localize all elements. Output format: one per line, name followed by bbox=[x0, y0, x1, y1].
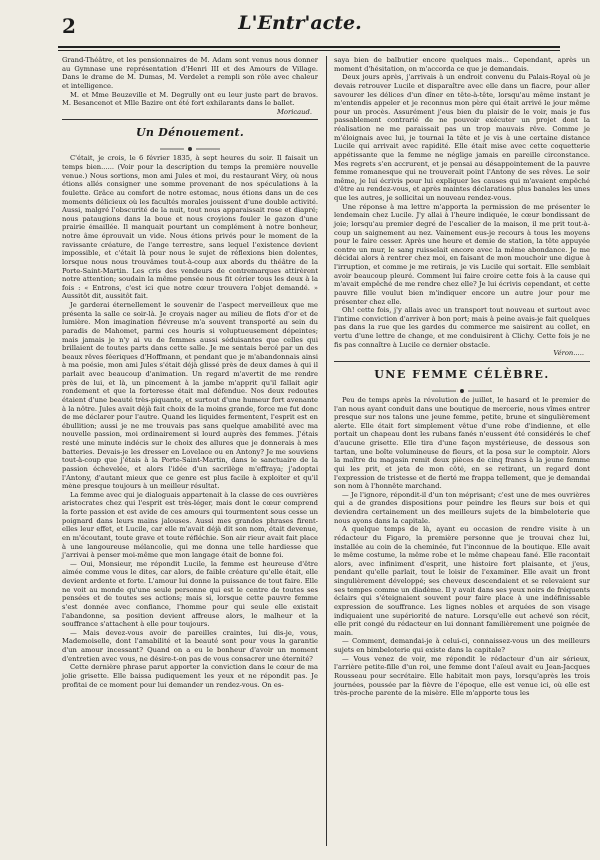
author-signature: Véron..... bbox=[553, 349, 584, 358]
section-title: Un Dénouement. bbox=[135, 126, 245, 140]
article-paragraph: C'était, je crois, le 6 février 1835, à sept heures du soir. Il faisait un temps bien...... (Voir pour la description du temps la première nouvelle venue.) Nous sortions, mon ami Jules et moi, du restaurant Véry, où nous étions allés consigner une somme provenant de nos spéculations à la foulette. Grâce au comfort de notre estomac, nous étions dans un de ces moments délicieux où les facultés morales jouissent d'une double activité. Aussi, malgré l'obscurité de la nuit, tout nous apparaissait rose et diapré; nous pataugions dans la boue et nous croyions fouler le gazon d'une prairie émaillée. Il manquait pourtant un complément à notre bonheur, notre âme éprouvait un vide. Nous étions privés pour le moment de la ravissante créature, de l'ange terrestre, sans lequel l'existence devient impossible, et c'était là pour nous le sujet de réflexions bien dolentes, lorsque nous nous trouvâmes tout-à-coup aux abords du théâtre de la Porte-Saint-Martin. Les cris des vendeurs de contremarques attirèrent notre attention; soudain la même pensée nous fit cérier tous les deux à la fois : « Entrons, c'est ici que notre cœur trouvera l'objet demandé. » Aussitôt dit, aussitôt fait. bbox=[62, 154, 318, 301]
header-rule-thin bbox=[58, 50, 560, 51]
column-divider bbox=[326, 56, 327, 846]
page-header bbox=[0, 0, 600, 44]
article-paragraph: — Mais devez-vous avoir de pareilles craintes, lui dis-je, vous, Mademoiselle, dont l'amabilité et la beauté sont pour vous la garantie d'un amour incessant? Quand on a eu le bonheur d'avoir un moment d'entretien avec vous, ne désire-t-on pas de vous consacrer une éternité? bbox=[62, 628, 318, 663]
article-paragraph: Deux jours après, j'arrivais à un endroit convenu du Palais-Royal où je devais retrouver Lucile et disparaître avec elle dans un fiacre, pour aller savourer les délices d'un dîner en tête-à-tête, lorsqu'au même instant je m'entendis appeler et je reconnus mon père qui était arrivé le jour même pour un procès. Assurément j'eus bien du plaisir de le voir, mais je fus passablement contrarié de ne pouvoir exécuter un projet dont la réalisation ne me paraissait pas un trop mauvais rêve. Comme je m'éloignais avec lui, je tournai la tête et je vis à une certaine distance Lucile qui arrivait avec rapidité. Elle était mise avec cette coquetterie appétissante que la femme ne néglige jamais en pareille circonstance. Mes regrets s'en accrurent, et je pensai au désappointement de la pauvre femme romanesque qui ne trouverait point l'Antony de ses rêves. Le soir même, je lui écrivis pour lui expliquer les causes qui m'avaient empêché d'être au rendez-vous, et après maintes déclarations plus banales les unes que les autres, je sollicitai un nouveau rendez-vous. bbox=[334, 73, 590, 202]
article-paragraph: — Vous venez de voir, me répondit le rédacteur d'un air sérieux, l'arrière petite-fille d'un roi, une femme dont l'aïeul avait eu Jean-Jacques Rousseau pour secrétaire. Elle habitait mon pays, lorsqu'après les trois journées, poussée par la fièvre de l'époque, elle est venue ici, où elle est très-proche parente de la misère. Elle m'apporte tous les bbox=[334, 654, 590, 698]
ornament-divider bbox=[160, 146, 220, 152]
article-paragraph: — Comment, demandai-je à celui-ci, connaissez-vous un des meilleurs sujets en bimbeloterie qui existe dans la capitale? bbox=[334, 637, 590, 654]
article-paragraph: Peu de temps après la révolution de juillet, le hasard et le premier de l'an nous ayant conduit dans une boutique de mercerie, nous vîmes entrer presque sur nos talons une jeune femme, petite, brune et singulièrement alerte. Elle était fort simplement vêtue d'une robe d'indienne, et elle portait un chapeau dont les rubans fanés n'eussent été considérés le chef d'aucune grisette. Elle tira d'une façon mystérieuse, de dessous son tartan, une boîte volumineuse de fleurs, et la posa sur le comptoir. Alors la maître du magasin remit deux pièces de cinq francs à la jeune femme qui les prit, et jeta de mon côté, en se retirant, un regard dont l'expression de tristesse et de fierté me frappa tellement, que je demandai son nom à l'honnête marchand. bbox=[334, 395, 590, 491]
article-paragraph: — Je l'ignore, répondit-il d'un ton méprisant; c'est une de mes ouvrières qui a de grandes dispositions pour peindre les fleurs sur bois et qui deviendra certainement un des meilleurs sujets de la bimbeloterie que nous ayons dans la capitale. bbox=[334, 490, 590, 525]
author-signature: Moricaud. bbox=[277, 107, 312, 116]
ornament-divider bbox=[432, 388, 492, 394]
page-number: 2 bbox=[62, 14, 76, 38]
article-paragraph: — Oui, Monsieur, me répondit Lucile, la femme est heureuse d'être aimée comme vous le dites, car alors, de faible créature qu'elle était, elle devient ardente et forte. L'amour lui donne la puissance de tout faire. Elle ne voit au monde qu'une seule personne qui est le centre de toutes ses pensées et de toutes ses actions; mais si, lorsque cette pauvre femme s'est donnée avec confiance, l'homme pour qui seule elle existait l'abandonne, sa position devient affreuse alors, le malheur et la souffrance s'attachent à elle pour toujours. bbox=[62, 559, 318, 629]
article-paragraph: M. et Mme Beuzeville et M. Degrully ont eu leur juste part de bravos. M. Besancenot et Mlle Bazire ont été fort exhilarants dans le ballet. bbox=[62, 90, 318, 108]
article-paragraph: Je garderai éternellement le souvenir de l'aspect merveilleux que me présenta la salle ce soir-là. Je croyais nager au milieu de flots d'or et de lumière. Mon imagination fiévreuse m'a souvent transporté au sein du paradis de Mahomet, parmi ces houris si voluptueusement dépeintes; mais jamais je n'y ai vu de femmes aussi séduisantes que celles qui brillaient de toutes parts dans cette salle. Je me sentais bercé par un des beaux rêves féeriques d'Hoffmann, et pendant que je m'abandonnais ainsi à ma poésie, mon ami Jules s'était déjà glissé près de deux dames à qui il parlait avec beaucoup d'animation. Un regard m'avertit de me rendre près de lui, et là, un pincement à la jambe m'apprit qu'il fallait agir rondement et que la forteresse était mal défendue. Nos deux redoutes étaient d'une beauté très-piquante, et surtout d'une humeur fort avenante à la nôtre. Jules avait déjà fait choix de la moins grande, force me fut donc de me déclarer pour l'autre. Quand les liquides fermentent, l'esprit est en ébullition; aussi je ne me trouvais pas sans quelque amabilité avec ma nouvelle passion, moi ordinairement si lourd auprès des femmes. J'étais resté une minute indécis sur le choix des allures que je donnerais à mes batteries. Devais-je les dresser en Lovelace ou en Antony? Je me souviens tout-à-coup que j'étais à la Porte-Saint-Martin, dans le sanctuaire de la passion échevelée, et alors l'idée d'un sacrilège m'effraya; j'adoptai l'Antony, d'autant mieux que ce genre est plus facile à exploiter et qu'il mène presque toujours à un meilleur résultat. bbox=[62, 301, 318, 491]
article-paragraph: La femme avec qui je dialoguais appartenait à la classe de ces ouvrières aristocrates chez qui l'esprit est très-léger, mais dont le cœur comprend la forte passion et est avide de ces amours qui tourmentent sous cesse un poignard dans leurs mains jalouses. Aussi mes grandes phrases firent-elles leur effet, et Lucile, car elle m'avait déjà dit son nom, était devenue, en m'écoutant, toute grave et toute réfléchie. Son air rieur avait fait place à une langoureuse mélancolie, qui me donna une telle hardiesse que j'arrivai à penser moi-même que mon langage était de bonne foi. bbox=[62, 490, 318, 560]
journal-title: L'Entr'acte. bbox=[238, 12, 362, 34]
article-paragraph: Oh! cette fois, j'y allais avec un transport tout nouveau et surtout avec l'intime conviction d'arriver à bon port; mais à peine avais-je fait quelques pas dans la rue que les gardes du commerce me saisirent au collet, en vertu d'une lettre de change, et me conduisirent à Clichy. Cette fois je ne fis pas connaître à Lucile ce dernier obstacle. bbox=[334, 306, 590, 349]
right-column bbox=[334, 56, 590, 698]
article-paragraph: Grand-Théâtre, et les pensionnaires de M. Adam sont venus nous donner au Gymnase une représentation d'Henri III et des Amours de Village. Dans le drame de M. Dumas, M. Verdelet a rempli son rôle avec chaleur et intelligence. bbox=[62, 56, 318, 90]
left-column bbox=[62, 56, 318, 689]
article-paragraph: Une réponse à ma lettre m'apporta la permission de me présenter le lendemain chez Lucile. J'y allai à l'heure indiquée, le cœur bondissant de joie; lorsqu'au premier degré de l'escalier de la maison, il me prit tout-à-coup un saignement au nez. Vainement eus-je recours à tous les moyens pour le faire cesser. Après une heure et demie de station, la tête appuyée contre un mur, le sang ruisselait encore avec la même abondance. Je me décidai alors à rentrer chez moi, en faisant de mon mouchoir une digue à l'irruption, et comme je me retirais, je vis Lucile qui sortait. Elle semblait avoir beaucoup pleuré. Comment lui faire croire cette fois à la cause qui m'avait empêché de me rendre chez elle? Je lui écrivis cependant, et cette pauvre fille voulut bien m'indiquer encore un autre jour pour me présenter chez elle. bbox=[334, 202, 590, 306]
article-paragraph: saya bien de balbutier encore quelques mais... Cependant, après un moment d'hésitation, on m'accorda ce que je demandais. bbox=[334, 56, 590, 73]
section-title: UNE FEMME CÉLÈBRE. bbox=[374, 367, 550, 381]
header-rule bbox=[58, 46, 560, 48]
article-paragraph: Cette dernière phrase parut apporter la conviction dans le cœur de ma jolie grisette. Elle baissa pudiquement les yeux et ne répondit pas. Je profitai de ce moment pour lui demander un rendez-vous. On es- bbox=[62, 663, 318, 689]
section-rule bbox=[334, 361, 590, 362]
article-paragraph: A quelque temps de là, ayant eu occasion de rendre visite à un rédacteur du Figaro, la première personne que je trouvai chez lui, installée au coin de la cheminée, fut l'inconnue de la boutique. Elle avait le même costume, la même robe et le même chapeau fané. Elle racontait alors, avec infiniment d'esprit, une histoire fort plaisante, et j'eus, pendant qu'elle parlait, tout le loisir de l'examiner. Elle avait un front singulièrement développé; ses cheveux descendaient et se relevaient sur ses tempes comme un diadème. Il y avait dans ses yeux noirs de fréquents éclairs qui s'éteignaient souvent pour faire place à une indéfinissable expression de souffrance. Les lignes nobles et arquées de son visage indiquaient une supériorité de nature. Lorsqu'elle eut achevé son récit, elle prit congé du rédacteur en lui donnant familièrement une poignée de main. bbox=[334, 525, 590, 637]
section-rule bbox=[62, 119, 318, 120]
